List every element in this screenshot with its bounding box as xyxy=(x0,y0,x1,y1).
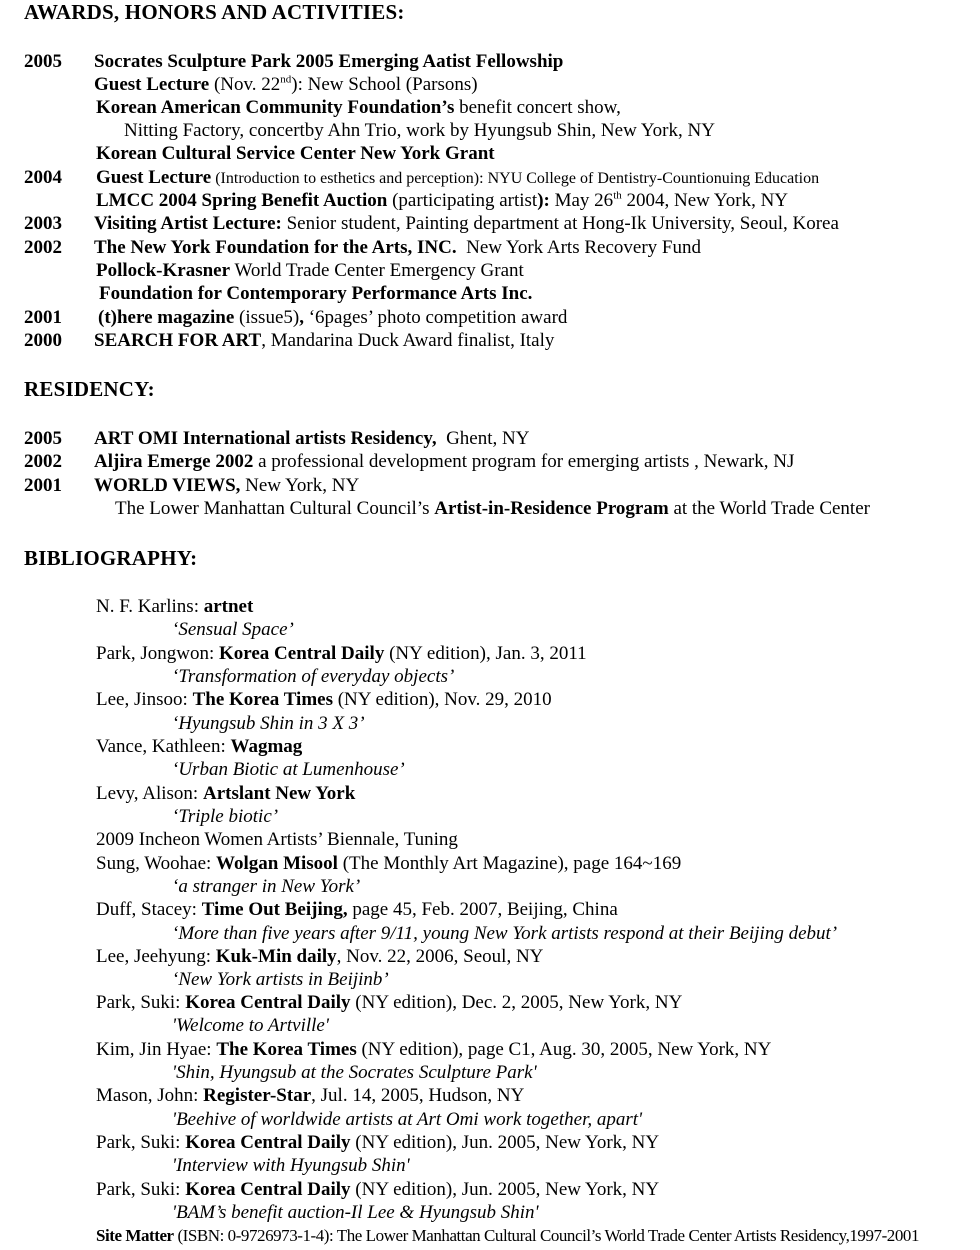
citation-article-title: ‘a stranger in New York’ xyxy=(172,876,361,897)
bibliography-citation xyxy=(96,1178,659,1201)
award-entry xyxy=(24,50,980,73)
award-detail: , Mandarina Duck Award finalist, Italy xyxy=(261,330,555,351)
citation-author: Park, Suki: xyxy=(96,1179,186,1200)
award-detail: 2004, New York, NY xyxy=(621,190,789,211)
residency-entry xyxy=(24,474,980,497)
bibliography-citation xyxy=(96,688,552,711)
awards-section-title: AWARDS, HONORS AND ACTIVITIES: xyxy=(24,0,405,24)
citation-publication: Time Out Beijing, xyxy=(201,899,348,920)
award-entry xyxy=(24,73,980,96)
award-name: Foundation for Contemporary Performance Arts Inc. xyxy=(99,283,533,304)
residency-entry xyxy=(24,450,980,473)
citation-article-title: 'Shin, Hyungsub at the Socrates Sculpture Park' xyxy=(172,1062,537,1083)
award-entry xyxy=(24,282,980,305)
citation-author: Lee, Jeehyung: xyxy=(96,946,216,967)
award-name: Guest Lecture xyxy=(96,167,212,188)
award-detail: ‘6pages’ photo competition award xyxy=(303,307,568,328)
bibliography-citation xyxy=(96,852,681,875)
citation-author: N. F. Karlins: xyxy=(96,596,204,617)
award-entry xyxy=(24,166,980,189)
citation-publication: artnet xyxy=(203,596,254,617)
citation-author: Sung, Woohae: xyxy=(96,853,217,874)
residency-year: 2005 xyxy=(24,428,62,449)
award-year: 2002 xyxy=(24,237,62,258)
citation-publication: Wolgan Misool xyxy=(216,853,338,874)
citation-author: Duff, Stacey: xyxy=(96,899,202,920)
citation-publication: Artslant New York xyxy=(202,783,356,804)
citation-publication: The Korea Times xyxy=(216,1039,357,1060)
award-year: 2004 xyxy=(24,167,62,188)
bibliography-citation xyxy=(96,1131,659,1154)
bibliography-citation xyxy=(96,1038,771,1061)
residency-name: ART OMI International artists Residency, xyxy=(94,428,437,449)
residency-section-title: RESIDENCY: xyxy=(24,377,155,401)
award-entry xyxy=(24,96,980,119)
citation-details: (ISBN: 0-9726973-1-4): The Lower Manhattan Cultural Council’s World Trade Center Artists Residency,1997-2001 xyxy=(173,1226,919,1245)
residency-detail: New York, NY xyxy=(240,475,360,496)
citation-article-title: 'Welcome to Artville' xyxy=(172,1015,329,1036)
award-name: Korean Cultural Service Center New York Grant xyxy=(96,143,495,164)
award-detail: (Nov. 22 xyxy=(209,74,281,95)
bibliography-citation xyxy=(96,828,458,851)
bibliography-citation xyxy=(96,945,543,968)
citation-publication: Site Matter xyxy=(96,1226,174,1245)
citation-details: (NY edition), Dec. 2, 2005, New York, NY xyxy=(350,992,683,1013)
bibliography-citation xyxy=(96,898,618,921)
award-name: Visiting Artist Lecture: xyxy=(94,213,282,234)
citation-publication: The Korea Times xyxy=(192,689,333,710)
residency-name: Artist-in-Residence Program xyxy=(434,498,669,519)
award-entry xyxy=(24,236,980,259)
citation-article-title: 'Interview with Hyungsub Shin' xyxy=(172,1155,410,1176)
citation-details: (NY edition), page C1, Aug. 30, 2005, New York, NY xyxy=(356,1039,772,1060)
citation-article-title: ‘New York artists in Beijinb’ xyxy=(172,969,389,990)
superscript: nd xyxy=(280,73,292,86)
citation-publication: Korea Central Daily xyxy=(218,643,385,664)
citation-author: Park, Jongwon: xyxy=(96,643,219,664)
citation-details: (NY edition), Jun. 2005, New York, NY xyxy=(350,1132,660,1153)
residency-detail: Ghent, NY xyxy=(436,428,530,449)
award-detail: New York Arts Recovery Fund xyxy=(456,237,701,258)
citation-author: Levy, Alison: xyxy=(96,783,203,804)
award-year: 2005 xyxy=(24,51,62,72)
citation-author: Mason, John: xyxy=(96,1085,204,1106)
bibliography-citation xyxy=(96,782,355,805)
citation-publication: Register-Star xyxy=(203,1085,312,1106)
citation-article-title: ‘Hyungsub Shin in 3 X 3’ xyxy=(172,713,365,734)
residency-entry xyxy=(24,427,980,450)
citation-publication: Korea Central Daily xyxy=(185,1132,351,1153)
award-detail: (issue5) xyxy=(234,307,300,328)
citation-article-title: ‘Sensual Space’ xyxy=(172,619,294,640)
citation-article-title: ‘Transformation of everyday objects’ xyxy=(172,666,455,687)
award-entry xyxy=(24,142,980,165)
award-entry xyxy=(24,329,980,352)
bibliography-citation xyxy=(96,991,682,1014)
award-detail: benefit concert show, xyxy=(454,97,621,118)
citation-author: Park, Suki: xyxy=(96,992,186,1013)
citation-article-title: 'BAM’s benefit auction-Il Lee & Hyungsub Shin' xyxy=(172,1202,539,1223)
residency-entry xyxy=(24,497,980,520)
citation-publication: Korea Central Daily xyxy=(185,1179,351,1200)
bibliography-citation xyxy=(96,595,253,618)
award-entry xyxy=(24,119,980,142)
citation-article-title: ‘Urban Biotic at Lumenhouse’ xyxy=(172,759,405,780)
citation-author: Kim, Jin Hyae: xyxy=(96,1039,217,1060)
award-detail: (Introduction to esthetics and perception): NYU College of Dentistry-Countionuing Education xyxy=(211,170,820,187)
award-year: 2000 xyxy=(24,330,62,351)
citation-details: (The Monthly Art Magazine), page 164~169 xyxy=(337,853,682,874)
residency-name: WORLD VIEWS, xyxy=(94,475,241,496)
award-name: Guest Lecture xyxy=(94,74,210,95)
bibliography-citation xyxy=(96,1084,524,1107)
citation-publication: Korea Central Daily xyxy=(185,992,351,1013)
citation-details: , Jul. 14, 2005, Hudson, NY xyxy=(311,1085,525,1106)
citation-author: Vance, Kathleen: xyxy=(96,736,231,757)
citation-publication: Wagmag xyxy=(230,736,303,757)
superscript: th xyxy=(613,189,622,202)
citation-details: (NY edition), Nov. 29, 2010 xyxy=(332,689,552,710)
award-detail: May 26 xyxy=(549,190,614,211)
bibliography-citation xyxy=(96,735,302,758)
citation-details: (NY edition), Jun. 2005, New York, NY xyxy=(350,1179,660,1200)
citation-details: , Nov. 22, 2006, Seoul, NY xyxy=(336,946,544,967)
award-detail: Nitting Factory, concertby Ahn Trio, work by Hyungsub Shin, New York, NY xyxy=(124,120,715,141)
bibliography-citation xyxy=(96,642,587,665)
award-year: 2003 xyxy=(24,213,62,234)
award-name: SEARCH FOR ART xyxy=(94,330,262,351)
bibliography-section-title: BIBLIOGRAPHY: xyxy=(24,546,198,570)
residency-year: 2002 xyxy=(24,451,62,472)
citation-details: page 45, Feb. 2007, Beijing, China xyxy=(347,899,618,920)
residency-year: 2001 xyxy=(24,475,62,496)
citation-article-title: ‘More than five years after 9/11, young New York artists respond at their Beijing debut’ xyxy=(172,923,838,944)
citation-author: Park, Suki: xyxy=(96,1132,186,1153)
bibliography-citation xyxy=(96,1224,919,1247)
award-entry xyxy=(24,306,980,329)
award-entry xyxy=(24,259,980,282)
award-name: LMCC 2004 Spring Benefit Auction xyxy=(96,190,388,211)
citation-author: 2009 Incheon Women Artists’ Biennale, Tuning xyxy=(96,829,458,850)
award-name: The New York Foundation for the Arts, INC. xyxy=(94,237,457,258)
residency-detail: a professional development program for emerging artists , Newark, NJ xyxy=(253,451,795,472)
residency-detail: at the World Trade Center xyxy=(668,498,870,519)
citation-article-title: ‘Triple biotic’ xyxy=(172,806,279,827)
award-detail: (participating artist xyxy=(387,190,538,211)
award-detail: , xyxy=(299,307,304,328)
award-detail: World Trade Center Emergency Grant xyxy=(230,260,524,281)
award-entry xyxy=(24,189,980,212)
award-year: 2001 xyxy=(24,307,62,328)
citation-article-title: 'Beehive of worldwide artists at Art Omi work together, apart' xyxy=(172,1109,643,1130)
citation-details: (NY edition), Jan. 3, 2011 xyxy=(384,643,587,664)
award-detail: Senior student, Painting department at Hong-Ik University, Seoul, Korea xyxy=(281,213,839,234)
citation-author: Lee, Jinsoo: xyxy=(96,689,193,710)
award-detail: ): New School (Parsons) xyxy=(291,74,478,95)
award-name: Socrates Sculpture Park 2005 Emerging Aatist Fellowship xyxy=(94,51,564,72)
residency-detail: The Lower Manhattan Cultural Council’s xyxy=(115,498,435,519)
award-name: Korean American Community Foundation’s xyxy=(96,97,455,118)
award-entry xyxy=(24,212,980,235)
award-name: Pollock-Krasner xyxy=(96,260,231,281)
residency-name: Aljira Emerge 2002 xyxy=(94,451,254,472)
award-name: (t)here magazine xyxy=(98,307,235,328)
citation-publication: Kuk-Min daily xyxy=(215,946,337,967)
award-detail: ): xyxy=(537,190,550,211)
